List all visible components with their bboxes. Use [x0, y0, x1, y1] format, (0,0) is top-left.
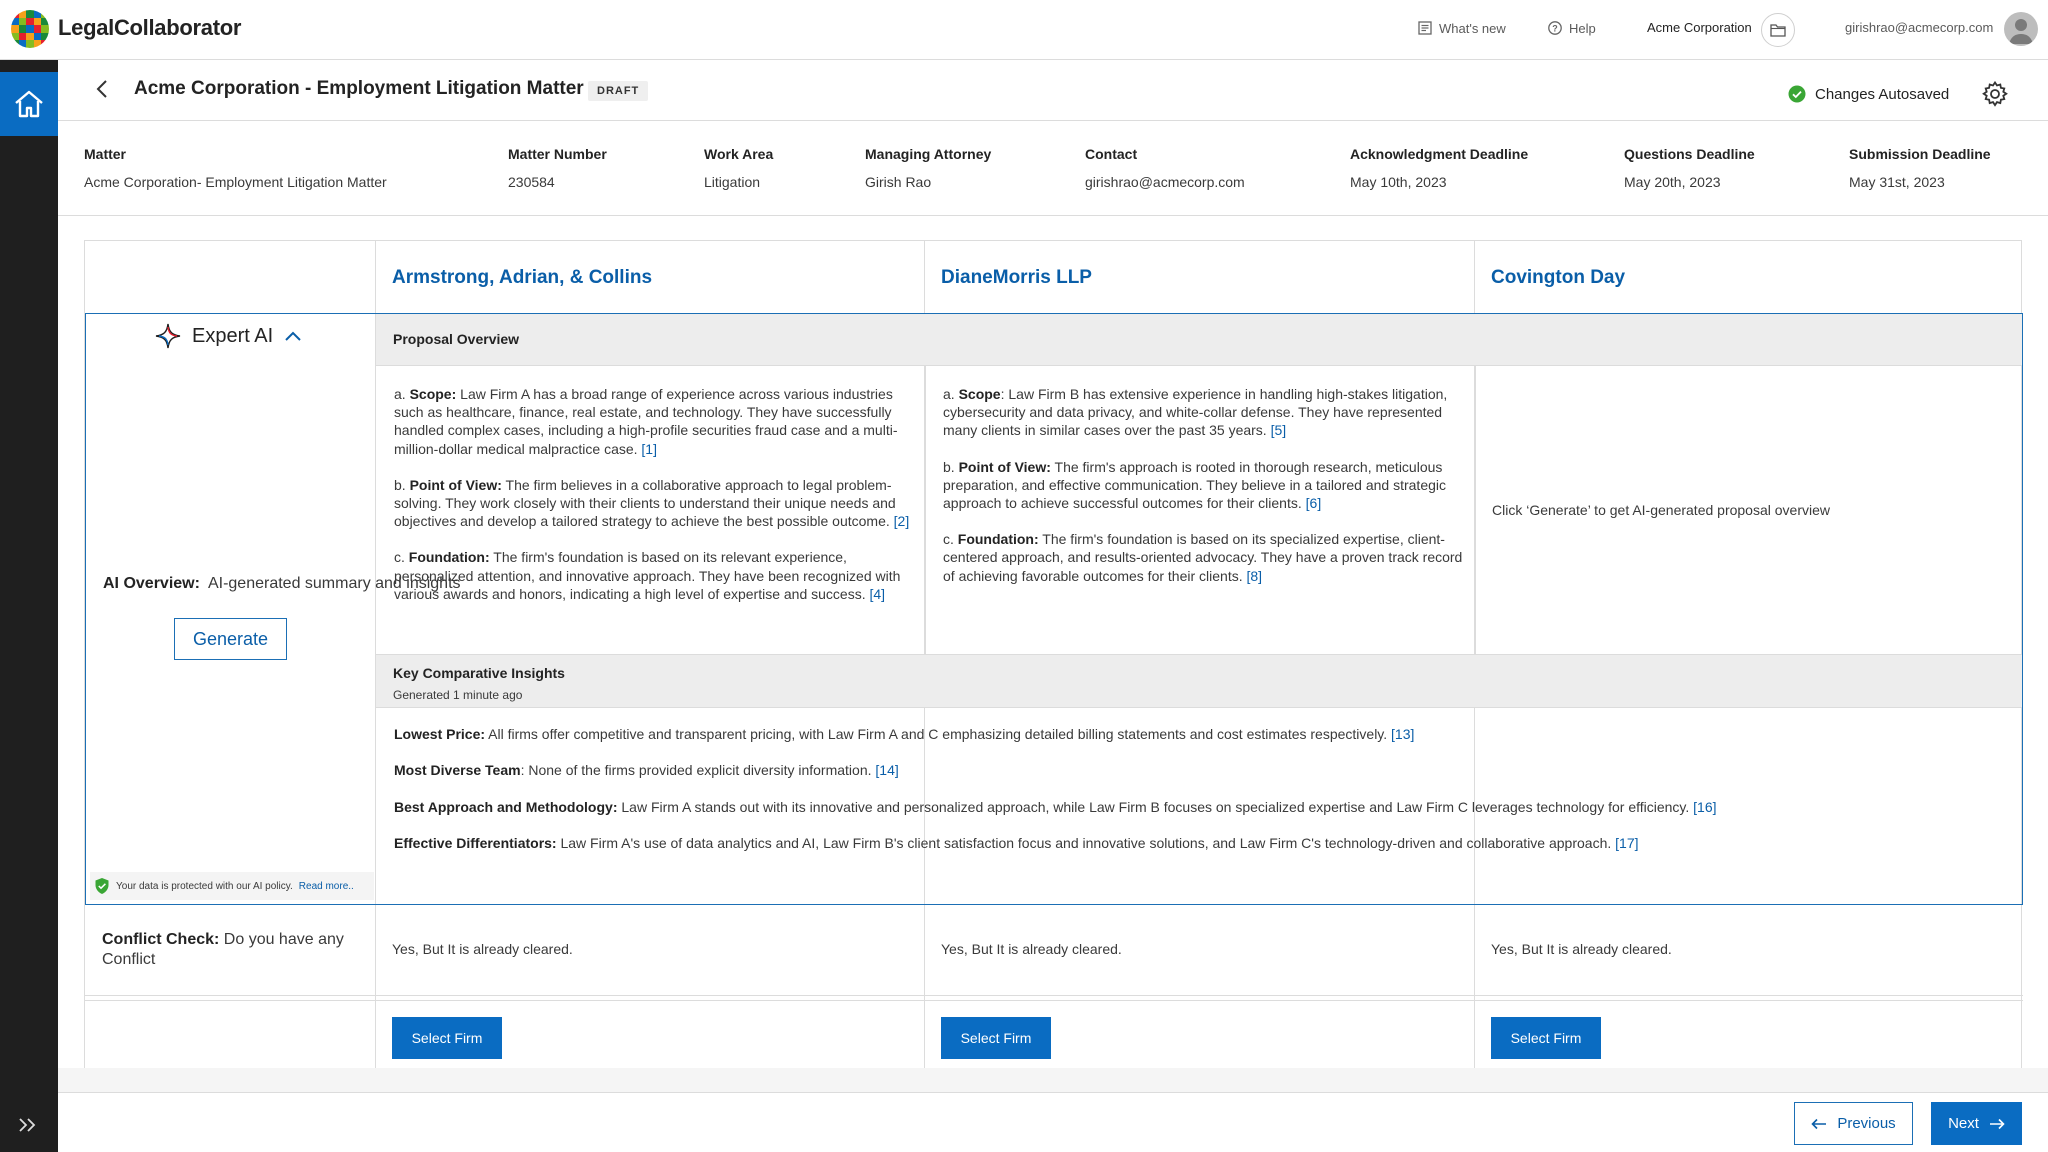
- select-firm-c-button[interactable]: Select Firm: [1491, 1017, 1601, 1059]
- citation-link[interactable]: [16]: [1693, 799, 1717, 815]
- citation-link[interactable]: [5]: [1270, 422, 1287, 439]
- proposal-item: a. Scope: Law Firm B has extensive experience in handling high-stakes litigation, cybersecurity and data privacy, and white-collar defense. They have represented many clients in similar cases over the past 35 years. [5]: [943, 386, 1448, 439]
- meta-acknowledgment-deadline: [1350, 146, 1528, 190]
- citation-link[interactable]: [8]: [1246, 567, 1263, 584]
- insight-item: Effective Differentiators: Law Firm A's use of data analytics and AI, Law Firm B's client satisfaction focus and innovative solutions, and Law Firm C's technology-driven and collaborative approach. [17]: [394, 835, 1639, 851]
- select-firm-b-button[interactable]: Select Firm: [941, 1017, 1051, 1059]
- arrow-left-icon: [1811, 1118, 1827, 1130]
- row-divider: [85, 995, 2023, 996]
- whats-new-link[interactable]: [1417, 20, 1506, 36]
- insight-item: Best Approach and Methodology: Law Firm A stands out with its innovative and personalized approach, while Law Firm B focuses on specialized expertise and Law Firm C leverages technology for efficiency. [16]: [394, 799, 1717, 815]
- meta-value: Acme Corporation- Employment Litigation Matter: [84, 174, 387, 190]
- ai-policy-notice: [90, 872, 374, 900]
- column-divider: [925, 366, 926, 654]
- content-bottom-gap: [58, 1068, 2048, 1092]
- expand-sidebar-button[interactable]: [16, 1115, 40, 1140]
- whats-new-label: What's new: [1439, 20, 1506, 36]
- matter-details: [58, 122, 2048, 216]
- previous-button[interactable]: [1794, 1102, 1913, 1145]
- organization-name: Acme Corporation: [1647, 20, 1752, 35]
- citation-link[interactable]: [1]: [641, 440, 657, 457]
- meta-label: Managing Attorney: [865, 146, 992, 162]
- citation-link[interactable]: [2]: [893, 513, 910, 530]
- proposal-firm-a: [394, 385, 914, 621]
- meta-label: Questions Deadline: [1624, 146, 1755, 162]
- meta-label: Acknowledgment Deadline: [1350, 146, 1529, 162]
- insights-timestamp: Generated 1 minute ago: [393, 688, 523, 702]
- firm-name-b[interactable]: DianeMorris LLP: [941, 267, 1092, 288]
- ai-policy-text: Your data is protected with our AI policy.: [116, 880, 293, 892]
- proposal-item: c. Foundation: The firm's foundation is based on its relevant experience, personalized attention, and innovative approach. They have been recognized with various awards and honors, indicating a high level of expertise and success. [4]: [394, 549, 901, 602]
- meta-work-area: [704, 146, 773, 190]
- column-divider: [1475, 366, 1476, 654]
- meta-label: Contact: [1085, 146, 1138, 162]
- autosave-status: [1788, 85, 1949, 103]
- proposal-firm-b: [943, 385, 1463, 603]
- select-firm-a-button[interactable]: Select Firm: [392, 1017, 502, 1059]
- double-chevron-right-icon: [16, 1115, 40, 1135]
- ai-overview-desc: AI-generated summary and insights: [207, 575, 461, 592]
- back-button[interactable]: [94, 78, 110, 105]
- firm-name-a[interactable]: Armstrong, Adrian, & Collins: [392, 267, 653, 288]
- insight-item: Lowest Price: All firms offer competitive and transparent pricing, with Law Firm A and C emphasizing detailed billing statements and cost estimates respectively. [13]: [394, 726, 1415, 742]
- proposal-overview-title: Proposal Overview: [393, 331, 520, 347]
- user-email: girishrao@acmecorp.com: [1845, 20, 1994, 35]
- previous-label: Previous: [1837, 1115, 1896, 1132]
- citation-link[interactable]: [6]: [1305, 495, 1322, 512]
- meta-questions-deadline: [1624, 146, 1755, 190]
- read-more-link[interactable]: Read more..: [298, 880, 354, 892]
- ai-overview-label: AI Overview:: [103, 575, 200, 592]
- proposal-item: b. Point of View: The firm's approach is rooted in thorough research, meticulous preparation, and effective communication. They believe in a tailored and strategic approach to achieve successful outcomes for their clients. [6]: [943, 458, 1447, 512]
- brand-logo-icon: [11, 10, 49, 48]
- meta-value: May 31st, 2023: [1849, 174, 1945, 190]
- left-sidebar: [0, 60, 58, 1152]
- user-avatar[interactable]: [2004, 12, 2038, 46]
- page-title: Acme Corporation - Employment Litigation Matter: [134, 78, 584, 99]
- meta-managing-attorney: [865, 146, 991, 190]
- meta-value: Girish Rao: [865, 174, 932, 190]
- help-link[interactable]: [1547, 20, 1596, 36]
- autosave-label: Changes Autosaved: [1815, 85, 1950, 103]
- user-icon: [2004, 12, 2038, 46]
- meta-value: girishrao@acmecorp.com: [1085, 174, 1245, 190]
- insights-header: [376, 654, 2022, 708]
- expert-ai-panel: [85, 313, 2023, 905]
- organization-button[interactable]: [1761, 13, 1795, 47]
- conflict-answer-c: Yes, But It is already cleared.: [1491, 941, 1672, 957]
- chevron-up-icon: [283, 329, 303, 343]
- citation-link[interactable]: [17]: [1615, 835, 1639, 851]
- home-button[interactable]: [0, 72, 58, 136]
- meta-value: Litigation: [704, 174, 761, 190]
- next-label: Next: [1948, 1115, 1979, 1132]
- next-button[interactable]: [1931, 1102, 2022, 1145]
- shield-check-icon: [94, 877, 110, 895]
- meta-label: Submission Deadline: [1849, 146, 1991, 162]
- meta-submission-deadline: [1849, 146, 1991, 190]
- meta-label: Matter Number: [508, 146, 607, 162]
- folder-icon: [1770, 23, 1786, 37]
- conflict-answer-b: Yes, But It is already cleared.: [941, 941, 1122, 957]
- app-name: LegalCollaborator: [58, 15, 242, 40]
- meta-contact: [1085, 146, 1245, 190]
- chevron-left-icon: [94, 78, 110, 100]
- meta-matter-number: [508, 146, 607, 190]
- firm-comparison-grid: [84, 240, 2022, 1068]
- meta-label: Matter: [84, 146, 127, 162]
- proposal-overview-header: [376, 314, 2022, 366]
- news-icon: [1417, 20, 1433, 36]
- conflict-answer-a: Yes, But It is already cleared.: [392, 941, 573, 957]
- citation-link[interactable]: [13]: [1391, 726, 1415, 742]
- status-badge: DRAFT: [588, 81, 648, 101]
- meta-matter: [84, 146, 387, 190]
- proposal-item: c. Foundation: The firm's foundation is based on its specialized expertise, client-centered approach, and results-oriented advocacy. They have a proven track record of achieving favorable outcomes for their clients. [8]: [943, 531, 1463, 584]
- meta-value: 230584: [508, 174, 555, 190]
- footer-nav: [58, 1092, 2048, 1152]
- help-label: Help: [1569, 20, 1596, 36]
- help-icon: [1547, 20, 1563, 36]
- expert-ai-title: Expert AI: [192, 324, 274, 347]
- insights-title: Key Comparative Insights: [393, 665, 565, 681]
- home-icon: [13, 89, 45, 119]
- check-circle-icon: [1788, 85, 1806, 103]
- sparkle-icon: [154, 322, 182, 350]
- arrow-right-icon: [1989, 1118, 2005, 1130]
- citation-link[interactable]: [14]: [875, 762, 899, 778]
- meta-value: May 20th, 2023: [1624, 174, 1721, 190]
- meta-value: May 10th, 2023: [1350, 174, 1447, 190]
- insight-item: Most Diverse Team: None of the firms provided explicit diversity information. [14]: [394, 762, 899, 778]
- meta-label: Work Area: [704, 146, 774, 162]
- gear-icon: [1981, 80, 2009, 108]
- svg-text:?: ?: [1552, 23, 1558, 34]
- conflict-check-label: Conflict Check: Do you have any Conflict: [102, 931, 344, 968]
- settings-button[interactable]: [1981, 80, 2009, 113]
- proposal-firm-c-placeholder: Click ‘Generate’ to get AI-generated proposal overview: [1492, 502, 1830, 518]
- proposal-item: b. Point of View: The firm believes in a collaborative approach to legal problem-solving. They work closely with their clients to understand their unique needs and objectives and develop a tailored strategy to achieve the best possible outcome. [2]: [394, 476, 910, 530]
- expert-ai-toggle[interactable]: [154, 322, 303, 350]
- citation-link[interactable]: [4]: [869, 585, 886, 602]
- firm-name-c[interactable]: Covington Day: [1491, 267, 1626, 288]
- proposal-item: a. Scope: Law Firm A has a broad range of experience across various industries such as healthcare, finance, real estate, and technology. They have successfully handled complex cases, including a high-profile securities fraud case and a multi-million-dollar medical malpractice case. [1]: [394, 386, 898, 457]
- top-bar: [0, 0, 2048, 60]
- generate-button[interactable]: Generate: [174, 618, 287, 660]
- row-divider: [85, 1000, 2023, 1001]
- page-header: [58, 60, 2048, 121]
